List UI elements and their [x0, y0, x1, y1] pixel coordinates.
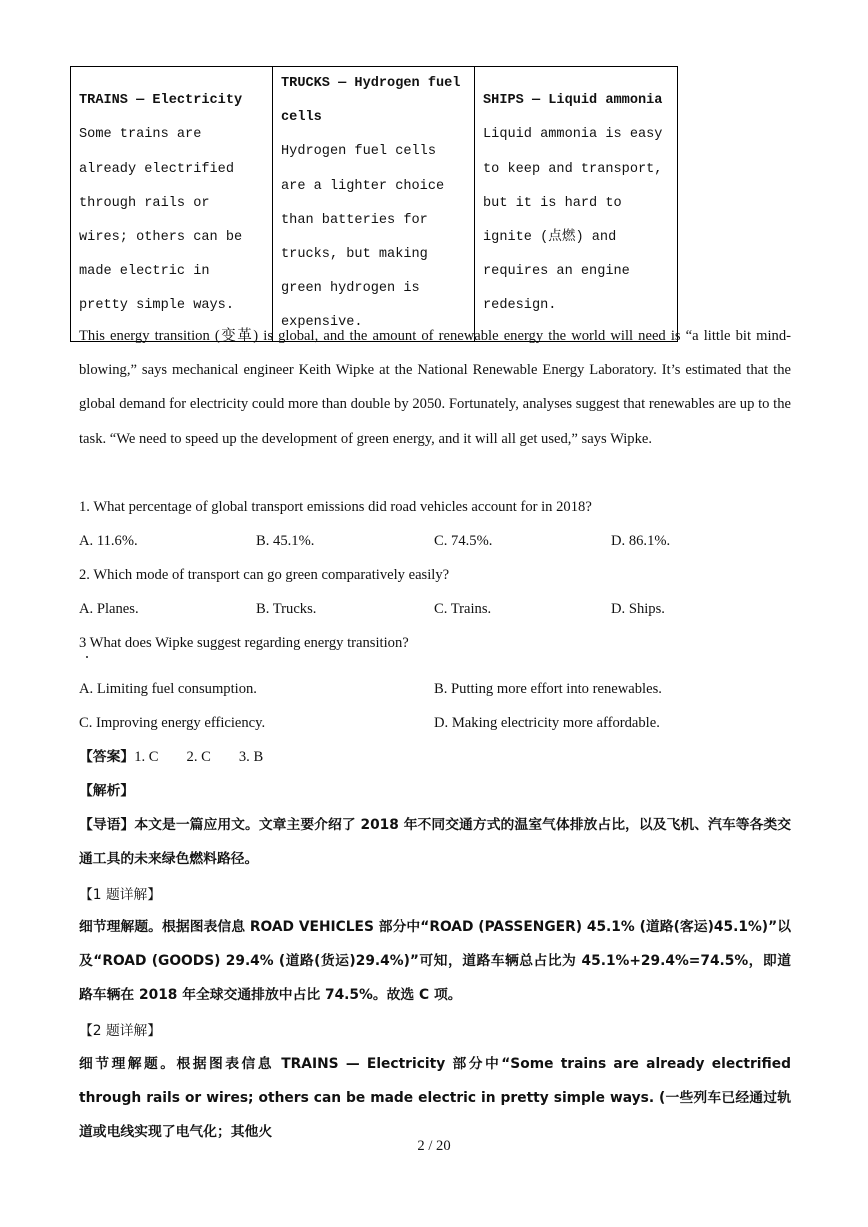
question-2-option-c: C. Trains.	[434, 601, 492, 617]
detail-1-label: 【1 题详解】	[79, 887, 162, 903]
question-1-option-d: D. 86.1%.	[611, 533, 671, 549]
analysis-label: 【解析】	[79, 783, 135, 799]
answer-item: 3. B	[238, 749, 264, 765]
question-1-option-b: B. 45.1%.	[256, 533, 315, 549]
question-3-option-b: B. Putting more effort into renewables.	[434, 681, 662, 697]
question-2-option-a: A. Planes.	[79, 601, 139, 617]
question-3-option-a: A. Limiting fuel consumption.	[79, 681, 257, 697]
answer-item: 1. C	[134, 749, 159, 765]
question-1-option-a: A. 11.6%.	[79, 533, 138, 549]
detail-2-label: 【2 题详解】	[79, 1023, 162, 1039]
question-3-option-d: D. Making electricity more affordable.	[434, 715, 660, 731]
transport-table	[70, 66, 678, 342]
question-2-stem: 2. Which mode of transport can go green comparatively easily?	[79, 567, 450, 583]
question-3-option-c: C. Improving energy efficiency.	[79, 715, 266, 731]
question-1-option-c: C. 74.5%.	[434, 533, 493, 549]
question-1-stem: 1. What percentage of global transport emissions did road vehicles account for in 2018?	[79, 499, 592, 515]
detail-2-paragraph: 细节理解题。根据图表信息 TRAINS — Electricity 部分中“Some trains are already electrified through rails or wires; others can be made electric in pretty simple ways. (一些列车已经通过轨道或电线实现了电气化；其他火	[79, 1056, 791, 1141]
cell-body: Some trains are already electrified through rails or wires; others can be made electric in pretty simple ways.	[79, 127, 243, 314]
question-3-stem: 3 What does Wipke suggest regarding energy transition?	[79, 635, 409, 651]
cell-body: Hydrogen fuel cells are a lighter choice than batteries for trucks, but making green hydrogen is expensive.	[281, 144, 445, 331]
detail-1-paragraph: 细节理解题。根据图表信息 ROAD VEHICLES 部分中“ROAD (PASSENGER) 45.1% (道路(客运)45.1%)”以及“ROAD (GOODS) 29.4% (道路(货运)29.4%)”可知，道路车辆总占比为 45.1%+29.4%=74.5%，即道路车辆在 2018 年全球交通排放中占比 74.5%。故选 C 项。	[79, 919, 791, 1004]
table-cell-trains	[71, 67, 273, 342]
cell-heading: TRAINS — Electricity	[79, 93, 243, 109]
table-cell-ships	[475, 67, 678, 342]
page-number: 2 / 20	[417, 1138, 451, 1154]
answer-label: 【答案】	[79, 749, 135, 765]
answer-line	[79, 747, 263, 767]
passage-paragraph: This energy transition (变革) is global, and the amount of renewable energy the world will need is “a little bit mind-blowing,” says mechanical engineer Keith Wipke at the National Renewable Energy Laboratory. It’s estimated that the global demand for electricity could more than double by 2050. Fortunately, analyses suggest that renewables are up to the task. “We need to speed up the development of green energy, and it will all get used,” says Wipke.	[79, 328, 791, 447]
stray-mark	[86, 656, 88, 658]
question-2-option-b: B. Trucks.	[256, 601, 317, 617]
cell-heading: TRUCKS — Hydrogen fuel cells	[281, 76, 461, 126]
table-row	[71, 67, 678, 342]
cell-body: Liquid ammonia is easy to keep and transport, but it is hard to ignite (点燃) and requires an engine redesign.	[483, 127, 663, 314]
question-2-option-d: D. Ships.	[611, 601, 665, 617]
table-cell-trucks	[273, 67, 475, 342]
guide-paragraph: 【导语】本文是一篇应用文。文章主要介绍了 2018 年不同交通方式的温室气体排放占比，以及飞机、汽车等各类交通工具的未来绿色燃料路径。	[79, 817, 791, 868]
answer-item: 2. C	[186, 749, 211, 765]
cell-heading: SHIPS — Liquid ammonia	[483, 93, 663, 109]
